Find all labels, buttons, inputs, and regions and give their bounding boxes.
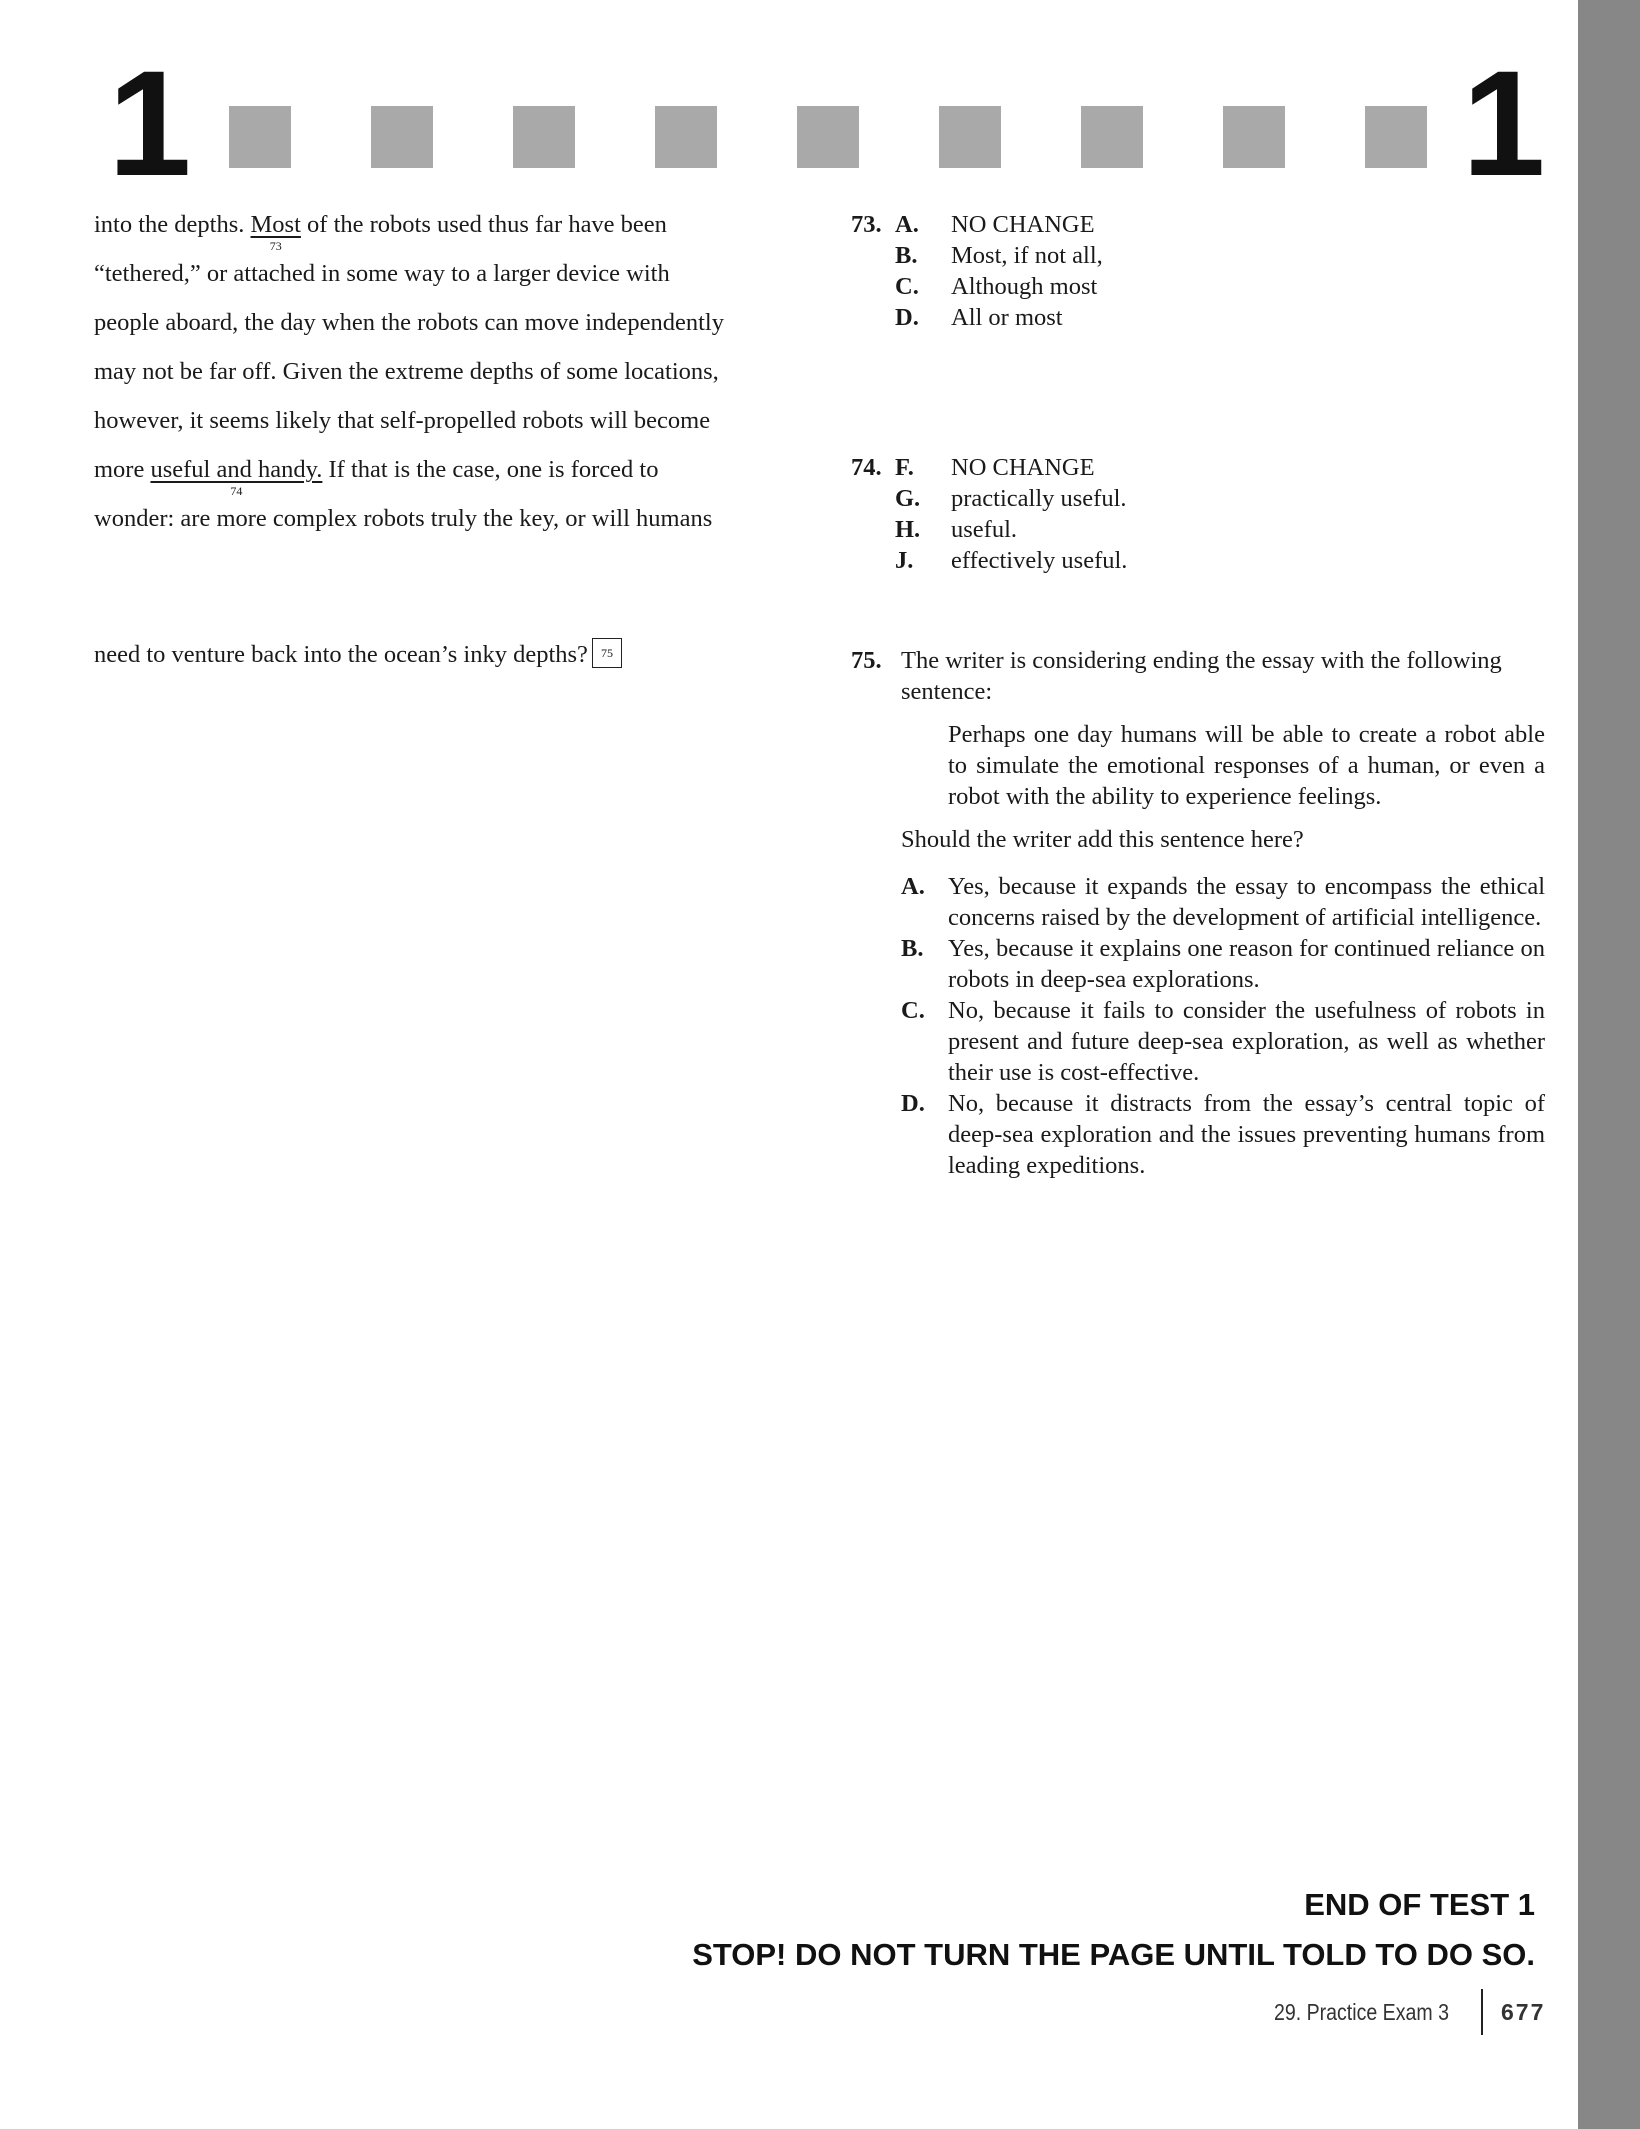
question-stem: The writer is considering ending the essay with the following sentence: xyxy=(901,647,1502,705)
header-square xyxy=(513,106,575,168)
passage-line: into the depths. Most 73 of the robots used thus far have been xyxy=(94,211,667,253)
question-73 xyxy=(851,209,1351,333)
header-square xyxy=(939,106,1001,168)
answer-option[interactable]: A. Yes, because it expands the essay to encompass the ethical concerns raised by the development of artificial intelligence. xyxy=(901,873,1545,931)
answer-option[interactable]: C. Although most xyxy=(895,273,1098,300)
page-number: 677 xyxy=(1501,1999,1546,2025)
answer-option[interactable]: B. Yes, because it explains one reason for continued reliance on robots in deep-sea explorations. xyxy=(901,935,1545,993)
passage-line: need to venture back into the ocean’s inky depths? 75 xyxy=(94,640,622,671)
passage-line: people aboard, the day when the robots can move independently xyxy=(94,309,724,336)
answer-option[interactable]: H. useful. xyxy=(895,516,1017,543)
answer-option[interactable]: F. NO CHANGE xyxy=(895,454,1095,481)
end-of-test-heading: END OF TEST 1 xyxy=(1304,1887,1535,1922)
page-edge-tab xyxy=(1578,0,1640,2129)
test-number-right: 1 xyxy=(1462,39,1542,207)
passage-line: more useful and handy. 74 If that is the case, one is forced to xyxy=(94,456,659,498)
header-square xyxy=(371,106,433,168)
passage-line: wonder: are more complex robots truly the key, or will humans xyxy=(94,505,713,532)
header-square xyxy=(655,106,717,168)
answer-option[interactable]: G. practically useful. xyxy=(895,485,1127,512)
passage-line: “tethered,” or attached in some way to a larger device with xyxy=(94,260,670,287)
question-number: 74. xyxy=(851,454,882,481)
question-number-marker: 73 xyxy=(269,239,282,253)
passage-line: however, it seems likely that self-propelled robots will become xyxy=(94,407,711,434)
answer-option[interactable]: C. No, because it fails to consider the usefulness of robots in present and future deep-sea exploration, as well as whether their use is cost-effective. xyxy=(901,997,1545,1086)
header-square xyxy=(1365,106,1427,168)
question-prompt: Should the writer add this sentence here? xyxy=(901,826,1304,853)
answer-option[interactable]: B. Most, if not all, xyxy=(895,242,1103,269)
chapter-title: 29. Practice Exam 3 xyxy=(1274,1999,1449,2025)
question-number: 75. xyxy=(851,647,882,674)
stop-instruction: STOP! DO NOT TURN THE PAGE UNTIL TOLD TO DO SO. xyxy=(692,1937,1535,1972)
test-number-left: 1 xyxy=(108,39,188,207)
question-75 xyxy=(851,645,1545,1181)
passage-line: may not be far off. Given the extreme depths of some locations, xyxy=(94,358,719,385)
answer-option[interactable]: D. No, because it distracts from the essay’s central topic of deep-sea exploration and the issues preventing humans from leading expeditions. xyxy=(901,1090,1545,1179)
underlined-portion-74: useful and handy. 74 xyxy=(150,456,323,498)
quoted-sentence: Perhaps one day humans will be able to create a robot able to simulate the emotional responses of a human, or even a robot with the ability to experience feelings. xyxy=(948,721,1545,810)
question-number-marker: 74 xyxy=(230,484,243,498)
answer-option[interactable]: A. NO CHANGE xyxy=(895,211,1095,238)
underlined-portion-73: Most 73 xyxy=(250,211,301,253)
answer-option[interactable]: D. All or most xyxy=(895,304,1063,331)
answer-option[interactable]: J. effectively useful. xyxy=(895,547,1128,574)
header-square xyxy=(1081,106,1143,168)
question-box-75: 75 xyxy=(592,638,622,668)
footer-divider xyxy=(1481,1989,1483,2035)
header-square xyxy=(229,106,291,168)
header-square xyxy=(797,106,859,168)
header-square xyxy=(1223,106,1285,168)
question-number: 73. xyxy=(851,211,882,238)
question-74 xyxy=(851,452,1351,576)
